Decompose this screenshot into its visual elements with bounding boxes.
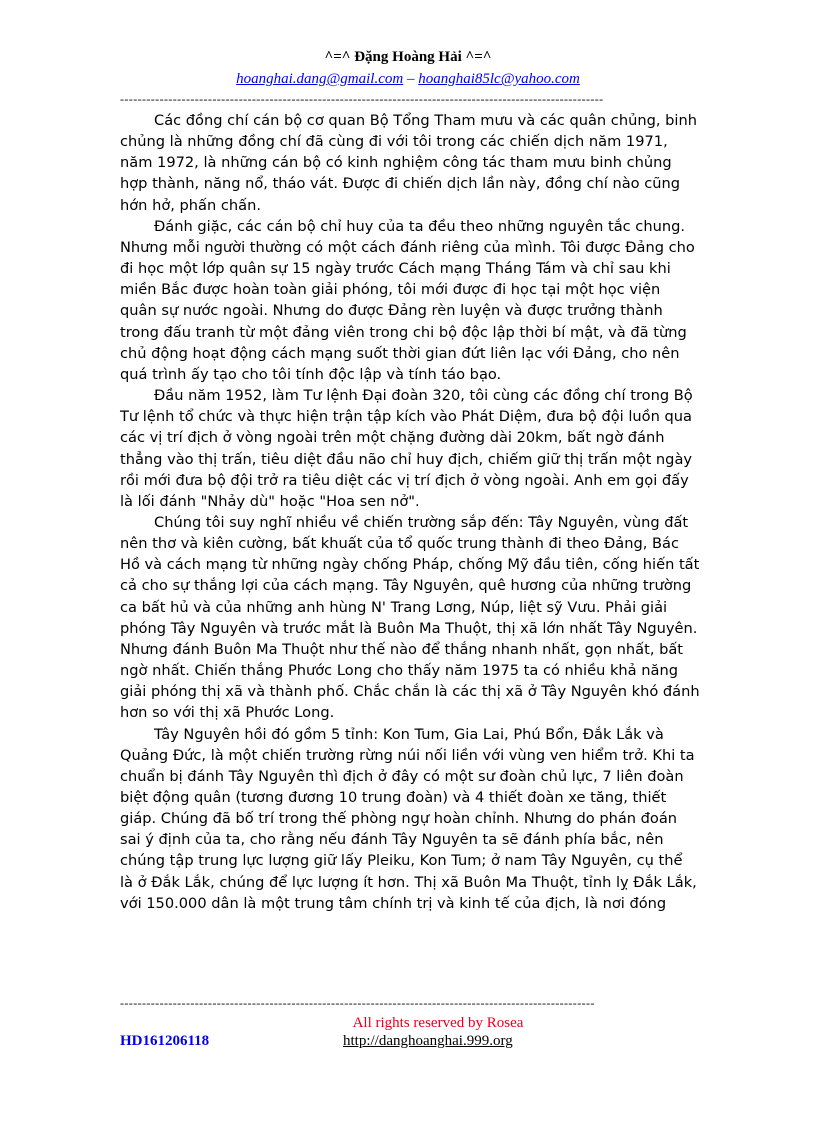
email-separator: –	[403, 71, 419, 87]
paragraph: Chúng tôi suy nghĩ nhiều về chiến trường sắp đến: Tây Nguyên, vùng đất nên thơ và kiên cường, bất khuất của tổ quốc trung thành đi theo Đảng, Bác Hồ và cách mạng từ những ngày chống Pháp, chống Mỹ đầu tiên, cống hiến tất cả cho sự thắng lợi của cách mạng. Tây Nguyên, quê hương của những trường ca bất hủ và của những anh hùng N' Trang Lơng, Núp, liệt sỹ Vưu. Phải giải phóng Tây Nguyên và trước mắt là Buôn Ma Thuột, thị xã lớn nhất Tây Nguyên. Nhưng đánh Buôn Ma Thuột như thế nào để thắng nhanh nhất, gọn nhất, bất ngờ nhất. Chiến thắng Phước Long cho thấy năm 1975 ta có nhiều khả năng giải phóng thị xã và thành phố. Chắc chắn là các thị xã ở Tây Nguyên khó đánh hơn so với thị xã Phước Long.	[120, 513, 700, 722]
paragraph: Các đồng chí cán bộ cơ quan Bộ Tổng Tham mưu và các quân chủng, binh chủng là những đồng chí đã cùng đi với tôi trong các chiến dịch năm 1971, năm 1972, là những cán bộ có kinh nghiệm công tác tham mưu binh chủng hợp thành, năng nổ, tháo vát. Được đi chiến dịch lần này, đồng chí nào cũng hớn hở, phấn chấn.	[120, 112, 697, 214]
paragraph: Đánh giặc, các cán bộ chỉ huy của ta đều theo những nguyên tắc chung. Nhưng mỗi người thường có một cách đánh riêng của mình. Tôi được Đảng cho đi học một lớp quân sự 15 ngày trước Cách mạng Tháng Tám và chỉ sau khi miền Bắc được hoàn toàn giải phóng, tôi mới được đi học tại một học viện quân sự nước ngoài. Nhưng do được Đảng rèn luyện và được trưởng thành trong đấu tranh từ một đảng viên trong chi bộ độc lập thời bí mật, và đã từng chủ động hoạt động cách mạng suốt thời gian đứt liên lạc với Đảng, cho nên quá trình ấy tạo cho tôi tính độc lập và tính táo bạo.	[120, 217, 695, 383]
footer-separator: ------------------------------------------------------------------------------------------------------------	[120, 996, 595, 1010]
document-body	[120, 110, 700, 914]
website-link[interactable]: http://danghoanghai.999.org	[343, 1033, 513, 1049]
email-link-gmail[interactable]: hoanghai.dang@gmail.com	[236, 71, 404, 87]
paragraph: Tây Nguyên hồi đó gồm 5 tỉnh: Kon Tum, Gia Lai, Phú Bổn, Đắk Lắk và Quảng Đức, là một chiến trường rừng núi nối liền với vùng ven hiểm trở. Khi ta chuẩn bị đánh Tây Nguyên thì địch ở đây có một sư đoàn chủ lực, 7 liên đoàn biệt động quân (tương đương 10 trung đoàn) và 4 thiết đoàn xe tăng, thiết giáp. Chúng đã bố trí trong thế phòng ngự hoàn chỉnh. Nhưng do phán đoán sai ý định của ta, cho rằng nếu đánh Tây Nguyên ta sẽ đánh phía bắc, nên chúng tập trung lực lượng giữ lấy Pleiku, Kon Tum; ở nam Tây Nguyên, cụ thể là ở Đắk Lắk, chúng để lực lượng ít hơn. Thị xã Buôn Ma Thuột, tỉnh lỵ Đắk Lắk, với 150.000 dân là một trung tâm chính trị và kinh tế của địch, là nơi đóng	[120, 725, 697, 912]
paragraph: Đầu năm 1952, làm Tư lệnh Đại đoàn 320, tôi cùng các đồng chí trong Bộ Tư lệnh tổ chức và thực hiện trận tập kích vào Phát Diệm, đưa bộ đội luồn qua các vị trí địch ở vòng ngoài trên một chặng đường dài 20km, bất ngờ đánh thẳng vào thị trấn, tiêu diệt đầu não chỉ huy địch, chiếm giữ thị trấn một ngày rồi mới đưa bộ đội trở ra tiêu diệt các vị trí địch ở vòng ngoài. Anh em gọi đấy là lối đánh "Nhảy dù" hoặc "Hoa sen nở".	[120, 387, 693, 510]
author-title: ^=^ Đặng Hoàng Hải ^=^	[324, 49, 492, 65]
copyright-notice: All rights reserved by Rosea	[352, 1015, 524, 1031]
email-link-yahoo[interactable]: hoanghai85lc@yahoo.com	[418, 71, 580, 87]
author-contact	[0, 71, 816, 88]
document-id: HD161206118	[120, 1033, 210, 1049]
header-separator: --------------------------------------------------------------------------------------------------------------	[120, 92, 604, 106]
